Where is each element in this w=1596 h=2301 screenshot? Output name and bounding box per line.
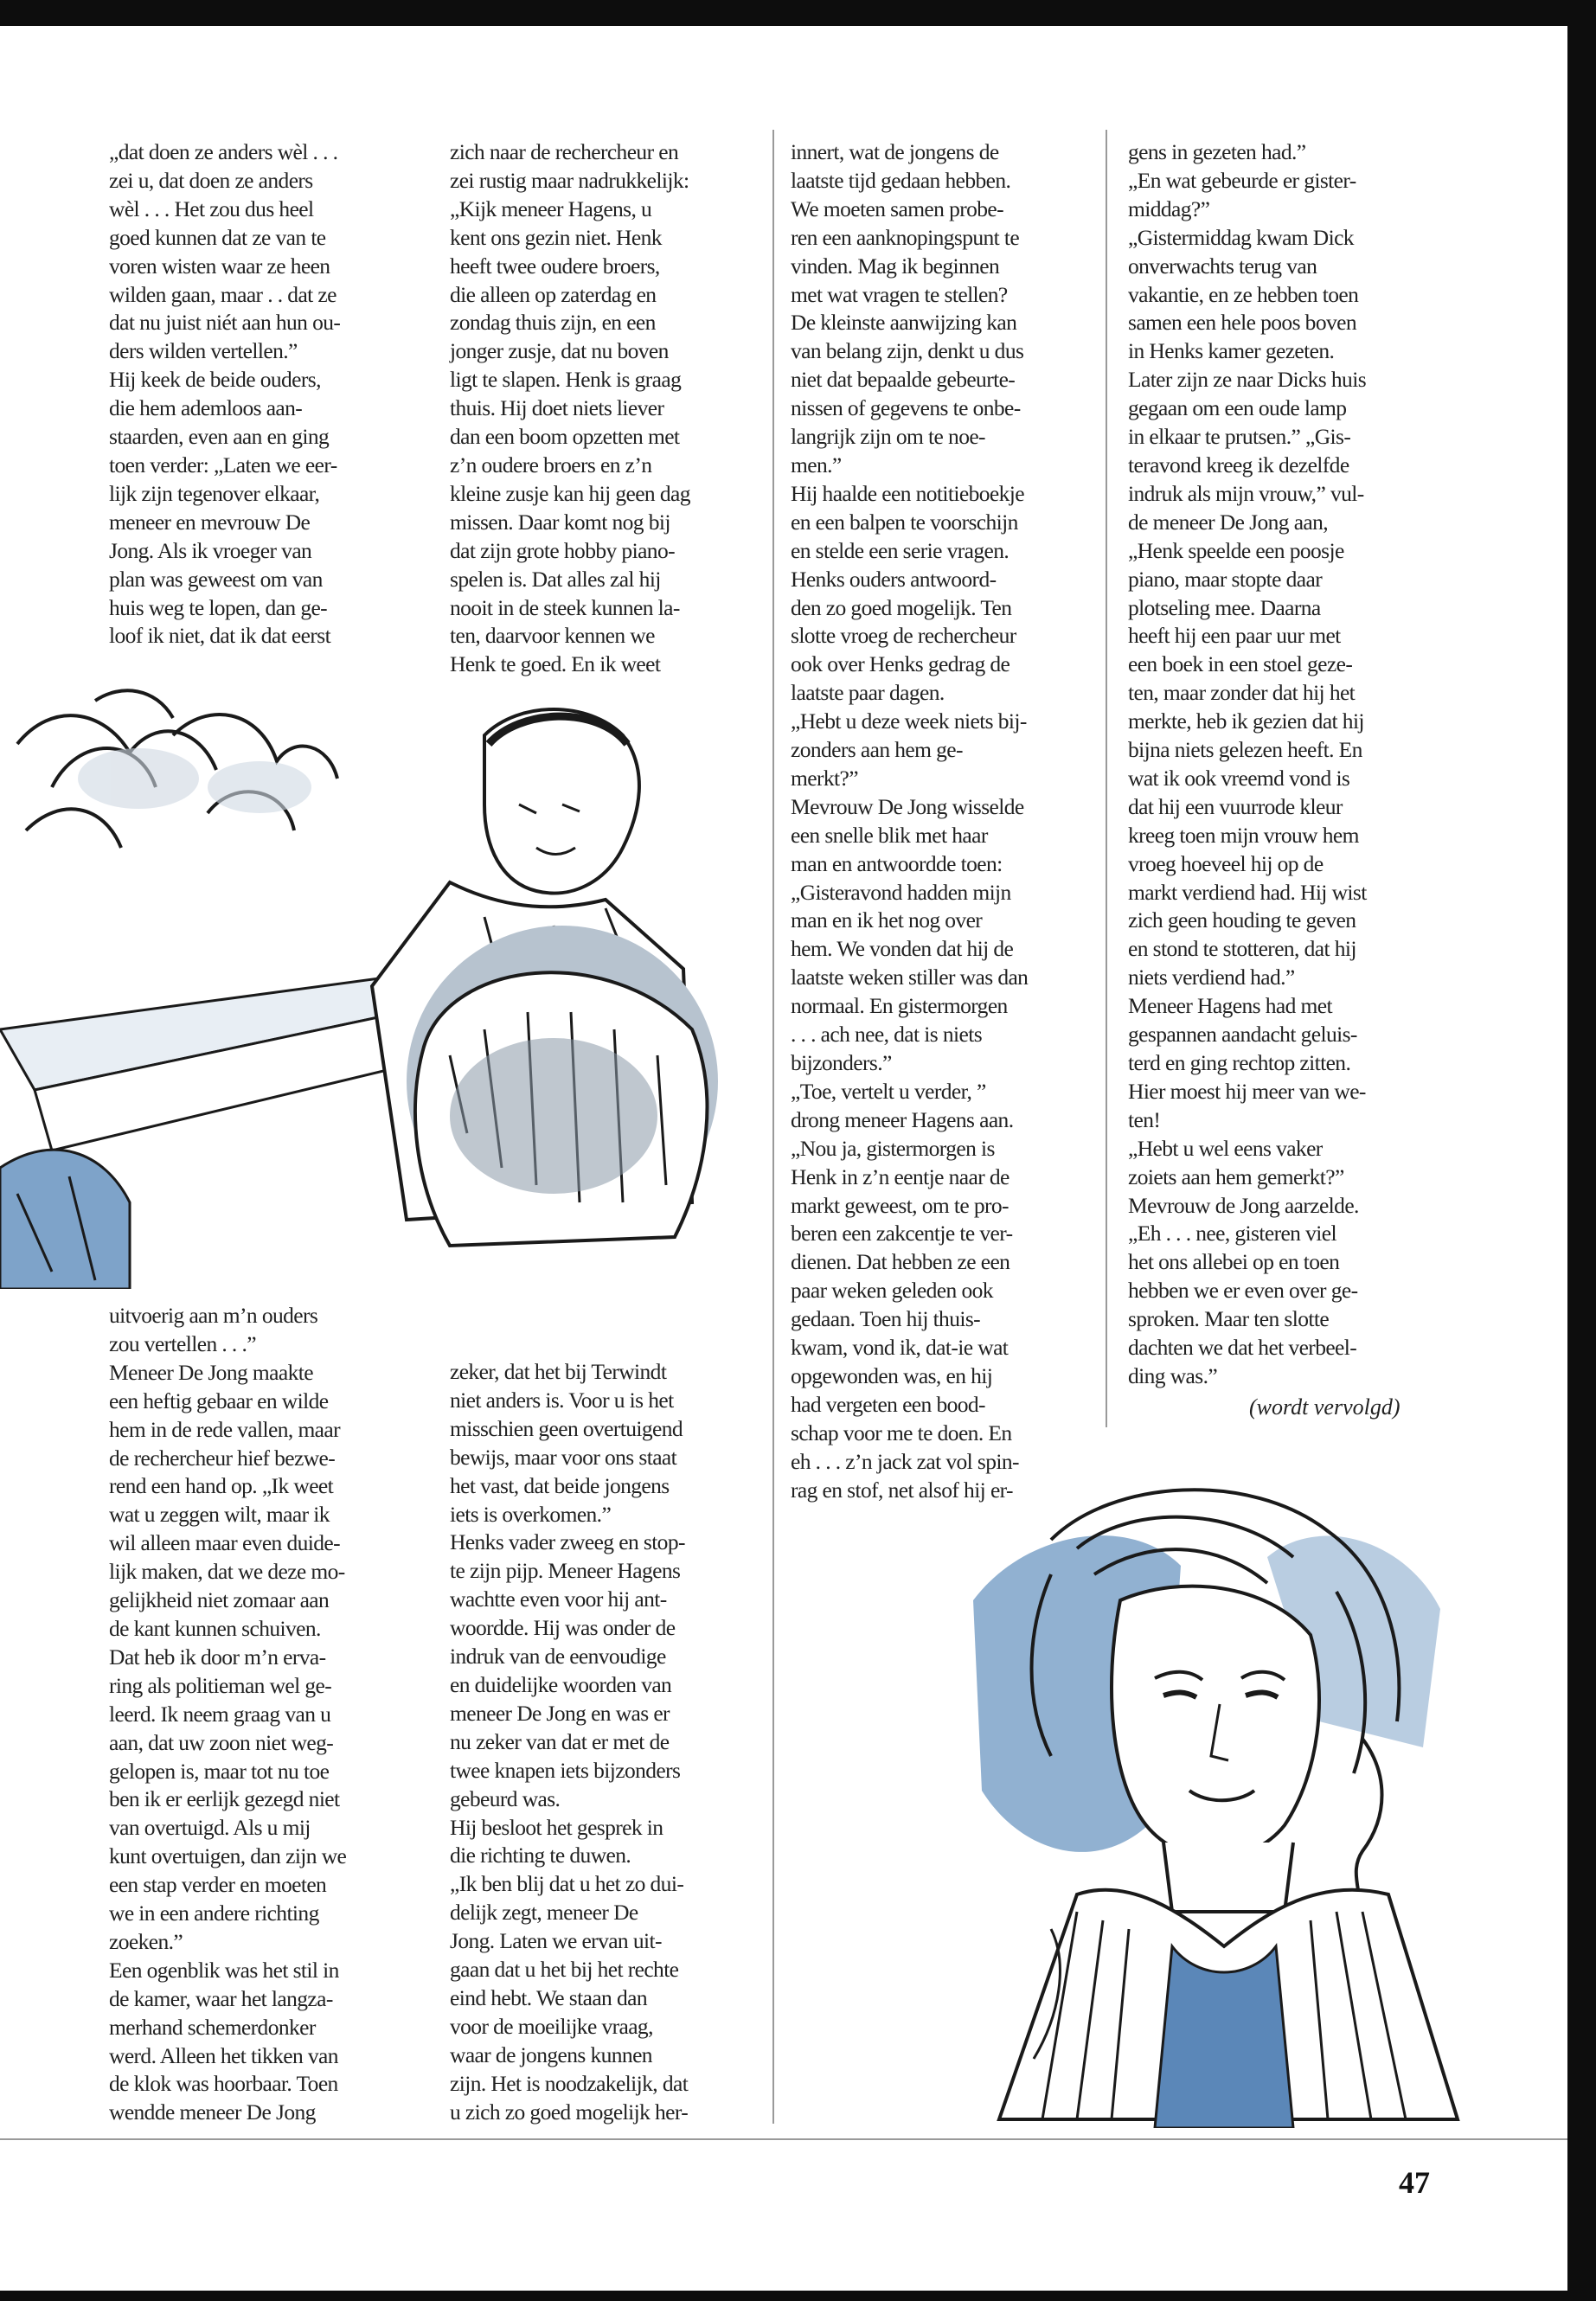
illustration-woman-portrait xyxy=(921,1462,1527,2128)
text-column-1-top: „dat doen ze anders wèl . . . zei u, dat doen ze anders wèl . . . Het zou dus heel goed kunnen dat ze van te voren wisten waar ze heen wilden gaan, maar . . dat ze dat nu juist niét aan hun ou- ders wilden vertellen.” Hij keek de beide ouders, die hem ademloos aan- staarden, even aan en ging toen verder: „Laten we eer- lijk zijn tegenover elkaar, meneer en mevrouw De Jong. Als ik vroeger van plan was geweest om van huis weg te lopen, dan ge- loof ik niet, dat ik dat eerst xyxy=(109,139,341,649)
top-border-bar xyxy=(0,0,1596,26)
right-border-bar xyxy=(1567,0,1596,2301)
page-footer-rule xyxy=(0,2138,1567,2140)
text-column-3: innert, wat de jongens de laatste tijd gedaan hebben. We moeten samen probe- ren een aanknopingspunt te vinden. Mag ik beginnen met wat vragen te stellen? De kleinste aanwijzing kan van belang zijn, denkt u dus niet dat bepaalde gebeurte- nissen of gegevens te onbe- langrijk zijn om te noe- men.” Hij haalde een notitieboekje en een balpen te voorschijn en stelde een serie vragen. Henks ouders antwoord- den zo goed mogelijk. Ten slotte vroeg de rechercheur ook over Henks gedrag de laatste paar dagen. „Hebt u deze week niets bij- zonders aan hem ge- merkt?” Mevrouw De Jong wisselde een snelle blik met haar man en antwoordde toen: „Gisteravond hadden mijn man en ik het nog over hem. We vonden dat hij de laatste weken stiller was dan normaal. En gistermorgen . . . ach nee, dat is niets bijzonders.” „Toe, vertelt u verder, ” drong meneer Hagens aan. „Nou ja, gistermorgen is Henk in z’n eentje naar de markt geweest, om te pro- beren een zakcentje te ver- dienen. Dat hebben ze een paar weken geleden ook gedaan. Toen hij thuis- kwam, vond ik, dat-ie wat opgewonden was, en hij had vergeten een bood- schap voor me te doen. En eh . . . z’n jack zat vol spin- rag en stof, net alsof hij er- xyxy=(791,139,1029,1503)
continued-note: (wordt vervolgd) xyxy=(1249,1394,1401,1420)
illustration-men-talking xyxy=(0,683,753,1289)
text-column-2-top: zich naar de rechercheur en zei rustig maar nadrukkelijk: „Kijk meneer Hagens, u kent ons gezin niet. Henk heeft twee oudere broers, die alleen op zaterdag en zondag thuis zijn, en een jonger zusje, dat nu boven ligt te slapen. Henk is graag thuis. Hij doet niets liever dan een boom opzetten met z’n oudere broers en z’n kleine zusje kan hij geen dag missen. Daar komt nog bij dat zijn grote hobby piano- spelen is. Dat alles zal hij nooit in de steek kunnen la- ten, daarvoor kennen we Henk te goed. En ik weet xyxy=(450,139,690,677)
text-column-1-bottom: uitvoerig aan m’n ouders zou vertellen . . .” Meneer De Jong maakte een heftig gebaar en wilde hem in de rede vallen, maar de rechercheur hief bezwe- rend een hand op. „Ik weet wat u zeggen wilt, maar ik wil alleen maar even duide- lijk maken, dat we deze mo- gelijkheid niet zomaar aan de kant kunnen schuiven. Dat heb ik door m’n erva- ring als politieman wel ge- leerd. Ik neem graag van u aan, dat uw zoon niet weg- gelopen is, maar tot nu toe ben ik er eerlijk gezegd niet van overtuigd. Als u mij kunt overtuigen, dan zijn we een stap verder en moeten we in een andere richting zoeken.” Een ogenblik was het stil in de kamer, waar het langza- merhand schemerdonker werd. Alleen het tikken van de klok was hoorbaar. Toen wendde meneer De Jong xyxy=(109,1303,347,2125)
text-column-2-bottom: zeker, dat het bij Terwindt niet anders is. Voor u is het misschien geen overtuigend bewijs, maar voor ons staat het vast, dat beide jongens iets is overkomen.” Henks vader zweeg en stop- te zijn pijp. Meneer Hagens wachtte even voor hij ant- woordde. Hij was onder de indruk van de eenvoudige en duidelijke woorden van meneer De Jong en was er nu zeker van dat er met de twee knapen iets bijzonders gebeurd was. Hij besloot het gesprek in die richting te duwen. „Ik ben blij dat u het zo dui- delijk zegt, meneer De Jong. Laten we ervan uit- gaan dat u het bij het rechte eind hebt. We staan dan voor de moeilijke vraag, waar de jongens kunnen zijn. Het is noodzakelijk, dat u zich zo goed mogelijk her- xyxy=(450,1359,689,2125)
column-divider xyxy=(1106,130,1107,1427)
page-number: 47 xyxy=(1399,2165,1430,2200)
text-column-4: gens in gezeten had.” „En wat gebeurde er gister- middag?” „Gistermiddag kwam Dick onverwachts terug van vakantie, en ze hebben toen samen een hele poos boven in Henks kamer gezeten. Later zijn ze naar Dicks huis gegaan om een oude lamp in elkaar te prutsen.” „Gis- teravond kreeg ik dezelfde indruk als mijn vrouw,” vul- de meneer De Jong aan, „Henk speelde een poosje piano, maar stopte daar plotseling mee. Daarna heeft hij een paar uur met een boek in een stoel geze- ten, maar zonder dat hij het merkte, heb ik gezien dat hij bijna niets gelezen heeft. En wat ik ook vreemd vond is dat hij een vuurrode kleur kreeg toen mijn vrouw hem vroeg hoeveel hij op de markt verdiend had. Hij wist zich geen houding te geven en stond te stotteren, dat hij niets verdiend had.” Meneer Hagens had met gespannen aandacht geluis- terd en ging rechtop zitten. Hier moest hij meer van we- ten! „Hebt u wel eens vaker zoiets aan hem gemerkt?” Mevrouw de Jong aarzelde. „Eh . . . nee, gisteren viel het ons allebei op en toen hebben we er even over ge- sproken. Maar ten slotte dachten we dat het verbeel- ding was.” xyxy=(1128,139,1367,1388)
figure-foreground-head xyxy=(407,926,718,1246)
bottom-border-bar xyxy=(0,2291,1596,2301)
column-divider xyxy=(772,130,774,2124)
